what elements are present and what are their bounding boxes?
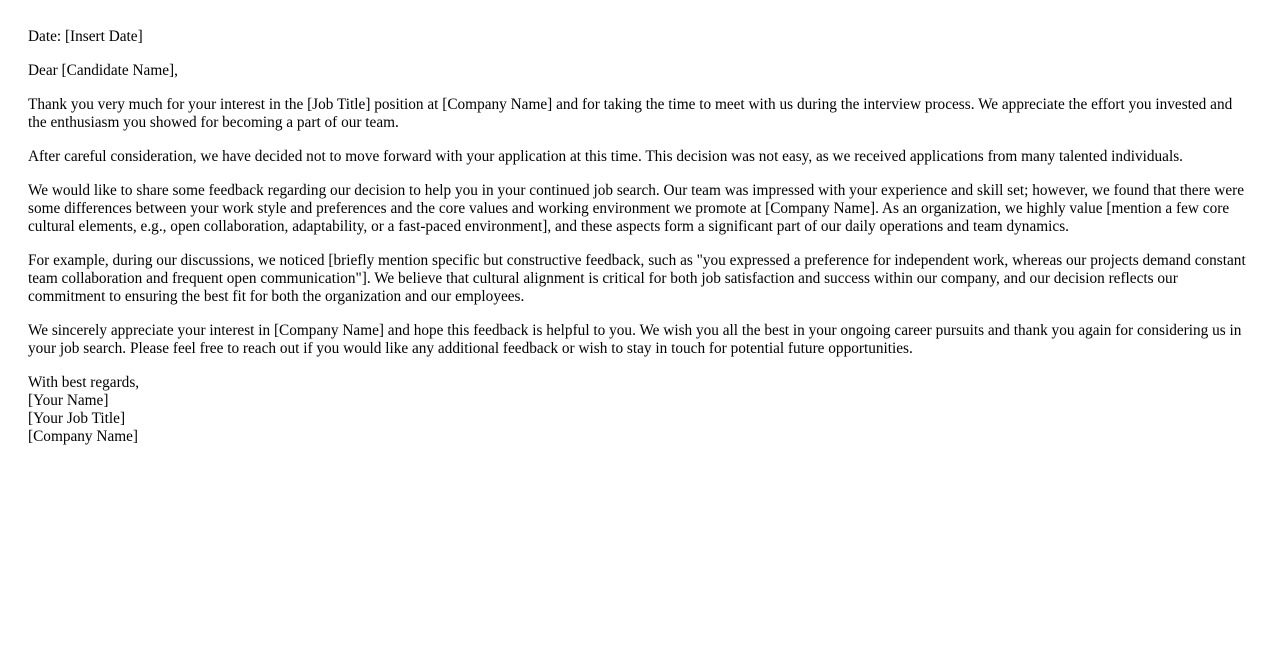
salutation: Dear [Candidate Name],: [28, 62, 178, 79]
paragraph-thanks: Thank you very much for your interest in the [Job Title] position at [Company Name] and for taking the time to meet with us during the interview process. We appreciate the effort you invested and the enthusiasm you showed for becoming a part of our team.: [28, 96, 1233, 131]
paragraph-feedback: We would like to share some feedback regarding our decision to help you in your continued job search. Our team was impressed with your experience and skill set; however, we found that there were some differences between your work style and preferences and the core values and working environment we promote at [Company Name]. As an organization, we highly value [mention a few core cultural elements, e.g., open collaboration, adaptability, or a fast-paced environment], and these aspects form a significant part of our daily operations and team dynamics.: [28, 182, 1245, 235]
closing-line: With best regards,: [28, 374, 140, 391]
date-line: Date: [Insert Date]: [28, 28, 143, 45]
paragraph-appreciation: We sincerely appreciate your interest in [Company Name] and hope this feedback is helpful to you. We wish you all the best in your ongoing career pursuits and thank you again for considering us in your job search. Please feel free to reach out if you would like any additional feedback or wish to stay in touch for potential future opportunities.: [28, 322, 1242, 357]
signature-company: [Company Name]: [28, 428, 139, 445]
signature-name: [Your Name]: [28, 392, 109, 409]
signature-job-title: [Your Job Title]: [28, 410, 126, 427]
paragraph-example: For example, during our discussions, we noticed [briefly mention specific but constructive feedback, such as "you expressed a preference for independent work, whereas our projects demand constant team collaboration and frequent open communication"]. We believe that cultural alignment is critical for both job satisfaction and success within our company, and our decision reflects our commitment to ensuring the best fit for both the organization and our employees.: [28, 252, 1246, 305]
paragraph-decision: After careful consideration, we have decided not to move forward with your application at this time. This decision was not easy, as we received applications from many talented individuals.: [28, 148, 1183, 165]
letter-body: [28, 28, 1252, 446]
signature-block: [28, 374, 1252, 446]
